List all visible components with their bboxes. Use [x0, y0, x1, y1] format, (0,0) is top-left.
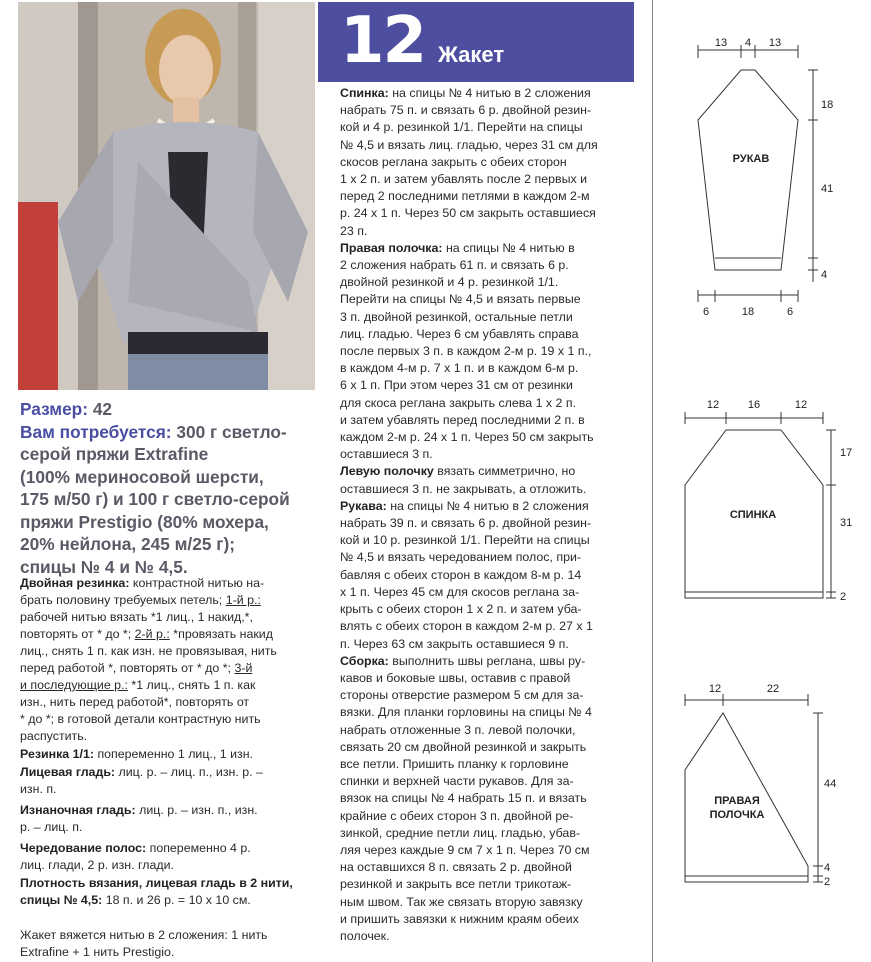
- right-front-line: оставшиеся 3 п.: [340, 447, 433, 462]
- back-line: перед 2 последними петлями в каждом 2-м: [340, 189, 590, 204]
- front-dim-top-1: 12: [708, 683, 722, 695]
- model-photo: [18, 2, 315, 390]
- assembly-line: все петли. Пришить планку к горловине: [340, 756, 569, 771]
- materials-text-1: 300 г светло-: [176, 421, 287, 442]
- note-para: [20, 927, 320, 961]
- pattern-diagrams: [653, 0, 871, 962]
- right-front-line: в каждом 4-м р. 7 х 1 п. и в каждом 6-м р.: [340, 361, 579, 376]
- back-para: [340, 85, 638, 240]
- double-rib-line: перед работой *, повторять от * до *;: [20, 661, 231, 675]
- front-diagram: [685, 694, 823, 882]
- materials-text-6: 20% нейлона, 245 м/25 г);: [20, 534, 235, 554]
- right-front-line: лиц. гладью. Через 6 см убавлять справа: [340, 326, 579, 341]
- back-dim-top-2: 16: [747, 399, 761, 411]
- sleeves-line: п. Через 63 см закрыть оставшиеся 9 п.: [340, 636, 569, 651]
- size-materials-block: [20, 398, 320, 578]
- sleeve-dim-bottom-3: 6: [786, 306, 794, 318]
- sleeve-label: РУКАВ: [732, 153, 770, 165]
- size-line: [20, 398, 320, 421]
- sleeves-label: Рукава:: [340, 498, 387, 513]
- double-rib-line: брать половину требуемых петель;: [20, 593, 223, 607]
- assembly-line: кавов и боковые швы, оставив с правой: [340, 670, 571, 685]
- size-label: Размер:: [20, 399, 88, 419]
- sleeve-dim-right-2: 41: [821, 183, 834, 195]
- left-front-label: Левую полочку: [340, 464, 434, 479]
- right-front-line: двойной резинкой и 4 р. резинкой 1/1.: [340, 275, 559, 290]
- sleeves-line: бавляя с обеих сторон в каждом 8-м р. 14: [340, 567, 582, 582]
- double-rib-line: повторять от * до *;: [20, 627, 132, 641]
- stripes-label: Чередование полос:: [20, 841, 147, 855]
- reverse-stockinette-para: [20, 802, 320, 836]
- front-dim-right-3: 2: [824, 876, 831, 888]
- right-front-line: Перейти на спицы № 4,5 и вязать первые: [340, 292, 581, 307]
- back-dim-top-3: 12: [794, 399, 808, 411]
- assembly-line: спинки и верхней части рукавов. Для за-: [340, 774, 574, 789]
- front-label-1: ПРАВАЯ: [714, 795, 760, 807]
- technique-text: [20, 575, 320, 962]
- right-front-line: каждом 2-м р. 24 х 1 п. Через 50 см закрыть: [340, 430, 594, 445]
- back-line: 1 х 2 п. и затем убавлять после 2 первых и: [340, 172, 588, 187]
- double-rib-line: лиц., снять 1 п. как изн. не провязывая, нить: [20, 644, 277, 658]
- assembly-line: на оставшихся 8 п. связать 2 р. двойной: [340, 860, 572, 875]
- materials-text-2: серой пряжи Extrafine: [20, 444, 209, 464]
- row-2-label: 2-й р.:: [134, 627, 170, 641]
- left-front-line: вязать симметрично, но: [437, 464, 576, 479]
- gauge-para: [20, 875, 320, 909]
- sleeves-line: крыть с обеих сторон 1 х 2 п. и затем уба-: [340, 602, 582, 617]
- sleeve-dim-right-3: 4: [821, 269, 828, 281]
- sleeve-dim-top-1: 13: [714, 37, 728, 49]
- rib-1-1-label: Резинка 1/1:: [20, 747, 94, 761]
- double-rib-line: распустить.: [20, 729, 88, 743]
- back-dim-right-3: 2: [840, 591, 847, 603]
- model-photo-illustration: [18, 2, 315, 390]
- note-line-2: Extrafine + 1 нить Prestigio.: [20, 945, 175, 959]
- assembly-line: вязки. Для планки горловины на спицы № 4: [340, 705, 592, 720]
- back-line: № 4,5 и вязать лиц. гладью, через 31 см для: [340, 137, 598, 152]
- back-line: кой и 4 р. резинкой 1/1. Перейти на спицы: [340, 120, 583, 135]
- assembly-line: полочек.: [340, 928, 390, 943]
- sleeves-para: [340, 498, 638, 653]
- back-label: Спинка:: [340, 86, 389, 100]
- sleeves-line: х 1 п. Через 45 см для скосов реглана за-: [340, 584, 580, 599]
- reverse-stockinette-text-2: р. – лиц. п.: [20, 820, 83, 834]
- reverse-stockinette-text: лиц. р. – изн. п., изн.: [139, 803, 258, 817]
- article-header: [318, 2, 634, 82]
- double-rib-line: *провязать накид: [173, 627, 273, 641]
- gauge-label: Плотность вязания, лицевая гладь в 2 нити,: [20, 876, 293, 890]
- double-rib-line: * до *; в готовой детали контрастную нить: [20, 712, 261, 726]
- article-title: Жакет: [438, 42, 505, 67]
- sleeves-line: набрать 39 п. и связать 6 р. двойной резин-: [340, 516, 592, 531]
- right-front-line: на спицы № 4 нитью в: [445, 240, 575, 255]
- back-dim-top-1: 12: [706, 399, 720, 411]
- assembly-label: Сборка:: [340, 653, 389, 668]
- note-line-1: Жакет вяжется нитью в 2 сложения: 1 нить: [20, 928, 268, 942]
- article-number: 12: [340, 4, 426, 78]
- instructions-text: [340, 85, 638, 945]
- back-line: скосов реглана закрыть с обеих сторон: [340, 154, 567, 169]
- row-1-label: 1-й р.:: [225, 593, 261, 607]
- double-rib-label: Двойная резинка:: [20, 576, 130, 590]
- reverse-stockinette-label: Изнаночная гладь:: [20, 803, 136, 817]
- assembly-line: стороны отверстие размером 5 см для за-: [340, 688, 584, 703]
- sleeves-line: влять с обеих сторон в каждом 2-м р. 27 х 1: [340, 619, 593, 634]
- sleeves-line: кой и 10 р. резинкой 1/1. Перейти на спицы: [340, 533, 590, 548]
- right-front-line: 3 п. двойной резинкой, остальные петли: [340, 309, 573, 324]
- materials-text-5: пряжи Prestigio (80% мохера,: [20, 511, 269, 532]
- back-diagram: [685, 412, 836, 598]
- sleeves-line: на спицы № 4 нитью в 2 сложения: [390, 498, 589, 513]
- stockinette-para: [20, 764, 320, 798]
- back-dim-right-1: 17: [840, 447, 853, 459]
- row-3-label-cont: и последующие р.:: [20, 678, 128, 692]
- back-line: на спицы № 4 нитью в 2 сложения: [392, 86, 591, 100]
- stockinette-text-2: изн. п.: [20, 782, 57, 796]
- gauge-text: 18 п. и 26 р. = 10 х 10 см.: [105, 893, 251, 907]
- assembly-line: крайние с обеих сторон 3 п. двойной ре-: [340, 808, 574, 823]
- right-front-line: после первых 3 п. в каждом 2-м р. 19 х 1 п.,: [340, 344, 592, 359]
- left-front-line: оставшиеся 3 п. не закрывать, а отложить.: [340, 481, 587, 496]
- sleeve-dim-right-1: 18: [821, 99, 834, 111]
- back-dim-right-2: 31: [840, 517, 853, 529]
- sleeves-line: № 4,5 и вязать чередованием полос, при-: [340, 550, 582, 565]
- stripes-text: попеременно 4 р.: [149, 841, 251, 855]
- assembly-para: [340, 653, 638, 945]
- assembly-line: и пришить завязки к нижним краям обеих: [340, 911, 579, 926]
- stockinette-text: лиц. р. – лиц. п., изн. р. –: [118, 765, 263, 779]
- front-dim-right-2: 4: [824, 862, 831, 874]
- front-dim-right-1: 44: [824, 778, 837, 790]
- back-line: 23 п.: [340, 223, 368, 238]
- size-value: 42: [92, 399, 113, 419]
- assembly-line: набрать отложенные 3 п. левой полочки,: [340, 722, 576, 737]
- materials-label: Вам потребуется:: [20, 421, 172, 442]
- stockinette-label: Лицевая гладь:: [20, 765, 116, 779]
- double-rib-line: контрастной нитью на-: [132, 576, 265, 590]
- double-rib-para: [20, 575, 320, 745]
- stripes-text-2: лиц. глади, 2 р. изн. глади.: [20, 858, 174, 872]
- back-line: набрать 75 п. и связать 6 р. двойной резин-: [340, 103, 592, 118]
- left-front-para: [340, 463, 638, 497]
- double-rib-line: рабочей нитью вязать *1 лиц., 1 накид,*,: [20, 610, 253, 624]
- right-front-line: 6 х 1 п. При этом через 31 см от резинки: [340, 378, 573, 393]
- materials-text-3: (100% мериносовой шерсти,: [20, 466, 264, 487]
- rib-1-1-para: [20, 746, 320, 763]
- back-label: СПИНКА: [729, 509, 777, 521]
- gauge-label-2: спицы № 4,5:: [20, 893, 103, 907]
- sleeve-dim-top-2: 4: [744, 37, 752, 49]
- right-front-line: для скоса реглана закрыть слева 1 х 2 п.: [340, 395, 577, 410]
- assembly-line: вязок на спицы № 4 набрать 15 п. и вязать: [340, 791, 587, 806]
- sleeve-diagram: [698, 45, 818, 302]
- assembly-line: ным швом. Так же связать вторую завязку: [340, 894, 583, 909]
- sleeve-dim-bottom-2: 18: [741, 306, 755, 318]
- front-label-2: ПОЛОЧКА: [709, 809, 765, 821]
- materials-text-7: спицы № 4 и № 4,5.: [20, 556, 188, 577]
- assembly-line: выполнить швы реглана, швы ру-: [392, 653, 586, 668]
- assembly-line: зинкой, средние петли лиц. гладью, убав-: [340, 825, 581, 840]
- rib-1-1-text: попеременно 1 лиц., 1 изн.: [97, 747, 253, 761]
- sleeve-dim-bottom-1: 6: [702, 306, 710, 318]
- stripes-para: [20, 840, 320, 874]
- materials-text-4: 175 м/50 г) и 100 г светло-серой: [20, 489, 290, 509]
- double-rib-line: *1 лиц., снять 1 п. как: [131, 678, 256, 692]
- assembly-line: ляя через каждые 9 см 7 х 1 п. Через 70 см: [340, 842, 590, 857]
- assembly-line: резинкой и закрыть все петли трикотаж-: [340, 877, 572, 892]
- right-front-para: [340, 240, 638, 464]
- sleeve-dim-top-3: 13: [768, 37, 782, 49]
- double-rib-line: изн., нить перед работой*, повторять от: [20, 695, 250, 709]
- right-front-line: и затем убавлять перед последними 2 п. в: [340, 412, 585, 427]
- front-dim-top-2: 22: [766, 683, 780, 695]
- materials-line-1: [20, 421, 320, 444]
- right-front-line: 2 сложения набрать 61 п. и связать 6 р.: [340, 258, 569, 273]
- row-3-label: 3-й: [234, 661, 253, 675]
- assembly-line: связать 20 см двойной резинкой и закрыть: [340, 739, 587, 754]
- back-line: р. 24 х 1 п. Через 50 см закрыть оставшиеся: [340, 206, 596, 221]
- right-front-label: Правая полочка:: [340, 240, 443, 255]
